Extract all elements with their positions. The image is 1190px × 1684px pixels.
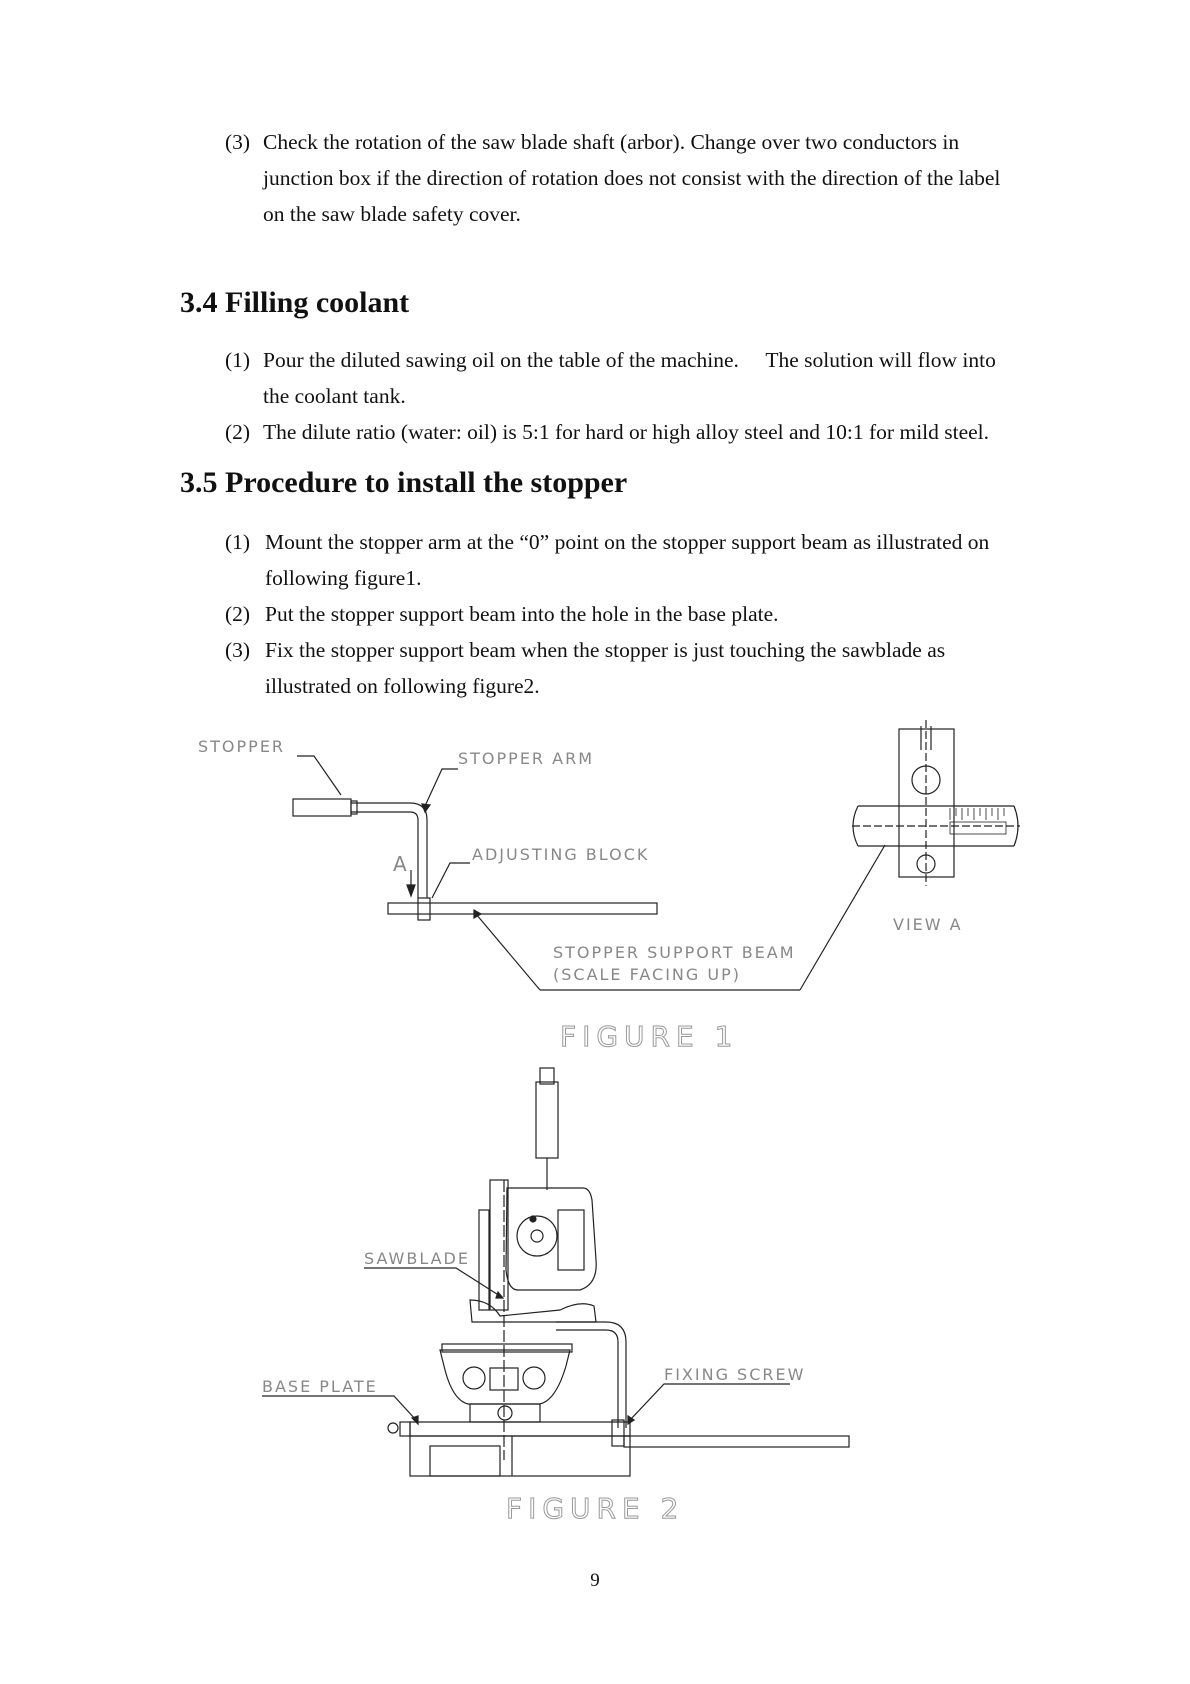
item-text-line: The dilute ratio (water: oil) is 5:1 for hard or high alloy steel and 10:1 for mild steel. xyxy=(263,420,990,444)
item-text-line: the coolant tank. xyxy=(263,384,406,408)
item-text-line: Fix the stopper support beam when the stopper is just touching the sawblade as xyxy=(265,638,946,662)
item-text-line: Pour the diluted sawing oil on the table of the machine. The solution will flow into xyxy=(263,348,996,372)
item-number: (3) xyxy=(225,130,251,154)
label-scale-facing-up: (SCALE FACING UP) xyxy=(553,965,741,984)
item-text-line: on the saw blade safety cover. xyxy=(263,202,521,226)
item-text-line: following figure1. xyxy=(265,566,422,590)
item-text-line: Check the rotation of the saw blade shaft (arbor). Change over two conductors in xyxy=(263,130,960,154)
item-number: (1) xyxy=(225,530,251,554)
label-stopper-arm: STOPPER ARM xyxy=(458,749,594,768)
label-fixing-screw: FIXING SCREW xyxy=(664,1365,806,1384)
section-3-4-heading: 3.4 Filling coolant xyxy=(180,286,410,319)
support-beam-fig2 xyxy=(624,1436,849,1447)
item-text-line: Put the stopper support beam into the hole in the base plate. xyxy=(265,602,779,626)
item-number: (1) xyxy=(225,348,251,372)
label-view-a: VIEW A xyxy=(893,915,963,934)
item-number: (2) xyxy=(225,602,251,626)
page-number: 9 xyxy=(590,1570,600,1591)
blade-guard xyxy=(490,1180,508,1310)
base-plate xyxy=(410,1422,630,1436)
item-text-line: Mount the stopper arm at the “0” point on the stopper support beam as illustrated on xyxy=(265,530,990,554)
stopper-arm xyxy=(351,803,427,898)
item-text-line: illustrated on following figure2. xyxy=(265,674,540,698)
support-beam xyxy=(388,903,657,914)
item-number: (3) xyxy=(225,638,251,662)
item-number: (2) xyxy=(225,420,251,444)
vise-body xyxy=(440,1350,570,1404)
label-adjusting-block: ADJUSTING BLOCK xyxy=(472,845,650,864)
section-3-5-heading: 3.5 Procedure to install the stopper xyxy=(180,466,628,499)
saw-head xyxy=(506,1188,596,1290)
stopper-block xyxy=(293,799,351,816)
item-text-line: junction box if the direction of rotation does not consist with the direction of the label xyxy=(263,166,1001,190)
label-sawblade: SAWBLADE xyxy=(364,1249,470,1268)
label-base-plate: BASE PLATE xyxy=(262,1377,378,1396)
label-view-marker: A xyxy=(393,852,409,876)
label-support-beam: STOPPER SUPPORT BEAM xyxy=(553,943,796,962)
figure-2-drawing xyxy=(0,1060,1190,1540)
figure-2-caption: FIGURE 2 xyxy=(506,1492,685,1525)
figure-1-caption: FIGURE 1 xyxy=(560,1020,739,1053)
label-stopper: STOPPER xyxy=(198,737,286,756)
